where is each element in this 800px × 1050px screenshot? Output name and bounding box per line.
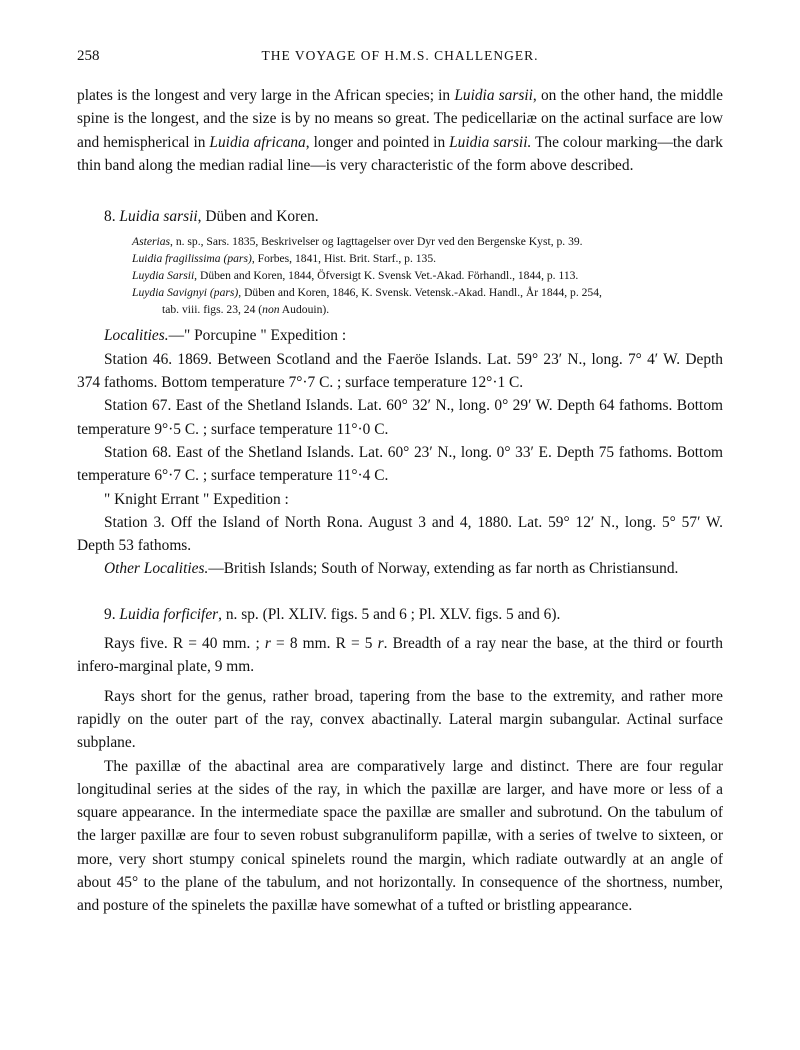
description-paragraph: Rays short for the genus, rather broad, tapering from the base to the extremity, and rather more rapidly on the outer part of the ray, convex abactinally. Lateral margin subangular. Actinal surface subplane. bbox=[77, 687, 723, 752]
station-3: Station 3. Off the Island of North Rona. August 3 and 4, 1880. Lat. 59° 12′ N., long. 5° 57′ W. Depth 53 fathoms. bbox=[77, 513, 723, 555]
page-number: 258 bbox=[77, 48, 100, 64]
other-localities: Other Localities.—British Islands; South of Norway, extending as far north as Christiansund. bbox=[104, 560, 679, 578]
intro-paragraph: plates is the longest and very large in the African species; in Luidia sarsii, on the other hand, the middle spine is the longest, and the size is by no means so great. The pedicellariæ on the actinal surface are low and hemispherical in Luidia africana, longer and pointed in Luidia sarsii. The colour marking—the dark thin band along the median radial line—is very characteristic of the form above described. bbox=[77, 87, 724, 174]
paxillae-paragraph: The paxillæ of the abactinal area are comparatively large and distinct. There are four regular longitudinal series at the sides of the ray, in which the paxillæ are larger, and have more or less of a square appearance. In the intermediate space the paxillæ are smaller and subrotund. On the tabulum of the larger paxillæ are four to seven robust subgranuliform papillæ, with a series of twelve to sixteen, or more, very short stumpy conical spinelets round the margin, which radiate outwardly at an angle of about 45° to the plane of the tabulum, and not horizontally. In consequence of the shortness, number, and posture of the spinelets the paxillæ have somewhat of a tufted or bristling appearance. bbox=[77, 757, 723, 915]
station-68: Station 68. East of the Shetland Islands. Lat. 60° 23′ N., long. 0° 33′ E. Depth 75 fathoms. Bottom temperature 6°·7 C. ; surface temperature 11°·4 C. bbox=[77, 443, 723, 485]
synonymy-list bbox=[77, 234, 723, 318]
station-67: Station 67. East of the Shetland Islands. Lat. 60° 32′ N., long. 0° 29′ W. Depth 64 fathoms. Bottom temperature 9°·5 C. ; surface temperature 11°·0 C. bbox=[77, 397, 723, 438]
synonym-entry: Luydia Sarsii, Düben and Koren, 1844, Öfversigt K. Svensk Vet.-Akad. Förhandl., 1844, p. 113. bbox=[132, 269, 579, 283]
rays-paragraph: Rays five. R = 40 mm. ; r = 8 mm. R = 5 r. Breadth of a ray near the base, at the third or fourth infero-marginal plate, 9 mm. bbox=[77, 635, 723, 676]
page-body bbox=[77, 84, 723, 918]
species-heading-9: 9. Luidia forficifer, n. sp. (Pl. XLIV. figs. 5 and 6 ; Pl. XLV. figs. 5 and 6). bbox=[104, 605, 561, 623]
synonym-entry-continued: tab. viii. figs. 23, 24 (non Audouin). bbox=[162, 302, 330, 316]
knight-errant-heading: " Knight Errant " Expedition : bbox=[104, 490, 289, 508]
running-title: THE VOYAGE OF H.M.S. CHALLENGER. bbox=[261, 48, 539, 63]
synonym-entry: Luidia fragilissima (pars), Forbes, 1841, Hist. Brit. Starf., p. 135. bbox=[132, 252, 437, 266]
localities-heading: Localities.—" Porcupine " Expedition : bbox=[104, 327, 347, 345]
synonym-entry: Asterias, n. sp., Sars. 1835, Beskrivelser og Iagttagelser over Dyr ved den Bergenske Kyst, p. 39. bbox=[132, 235, 583, 249]
species-heading-8: 8. Luidia sarsii, Düben and Koren. bbox=[104, 208, 319, 226]
station-46: Station 46. 1869. Between Scotland and the Faeröe Islands. Lat. 59° 23′ N., long. 7° 4′ W. Depth 374 fathoms. Bottom temperature 7°·7 C. ; surface temperature 12°·1 C. bbox=[77, 350, 723, 392]
synonym-entry: Luydia Savignyi (pars), Düben and Koren, 1846, K. Svensk. Vetensk.-Akad. Handl., År 1844, p. 254, bbox=[132, 285, 602, 299]
